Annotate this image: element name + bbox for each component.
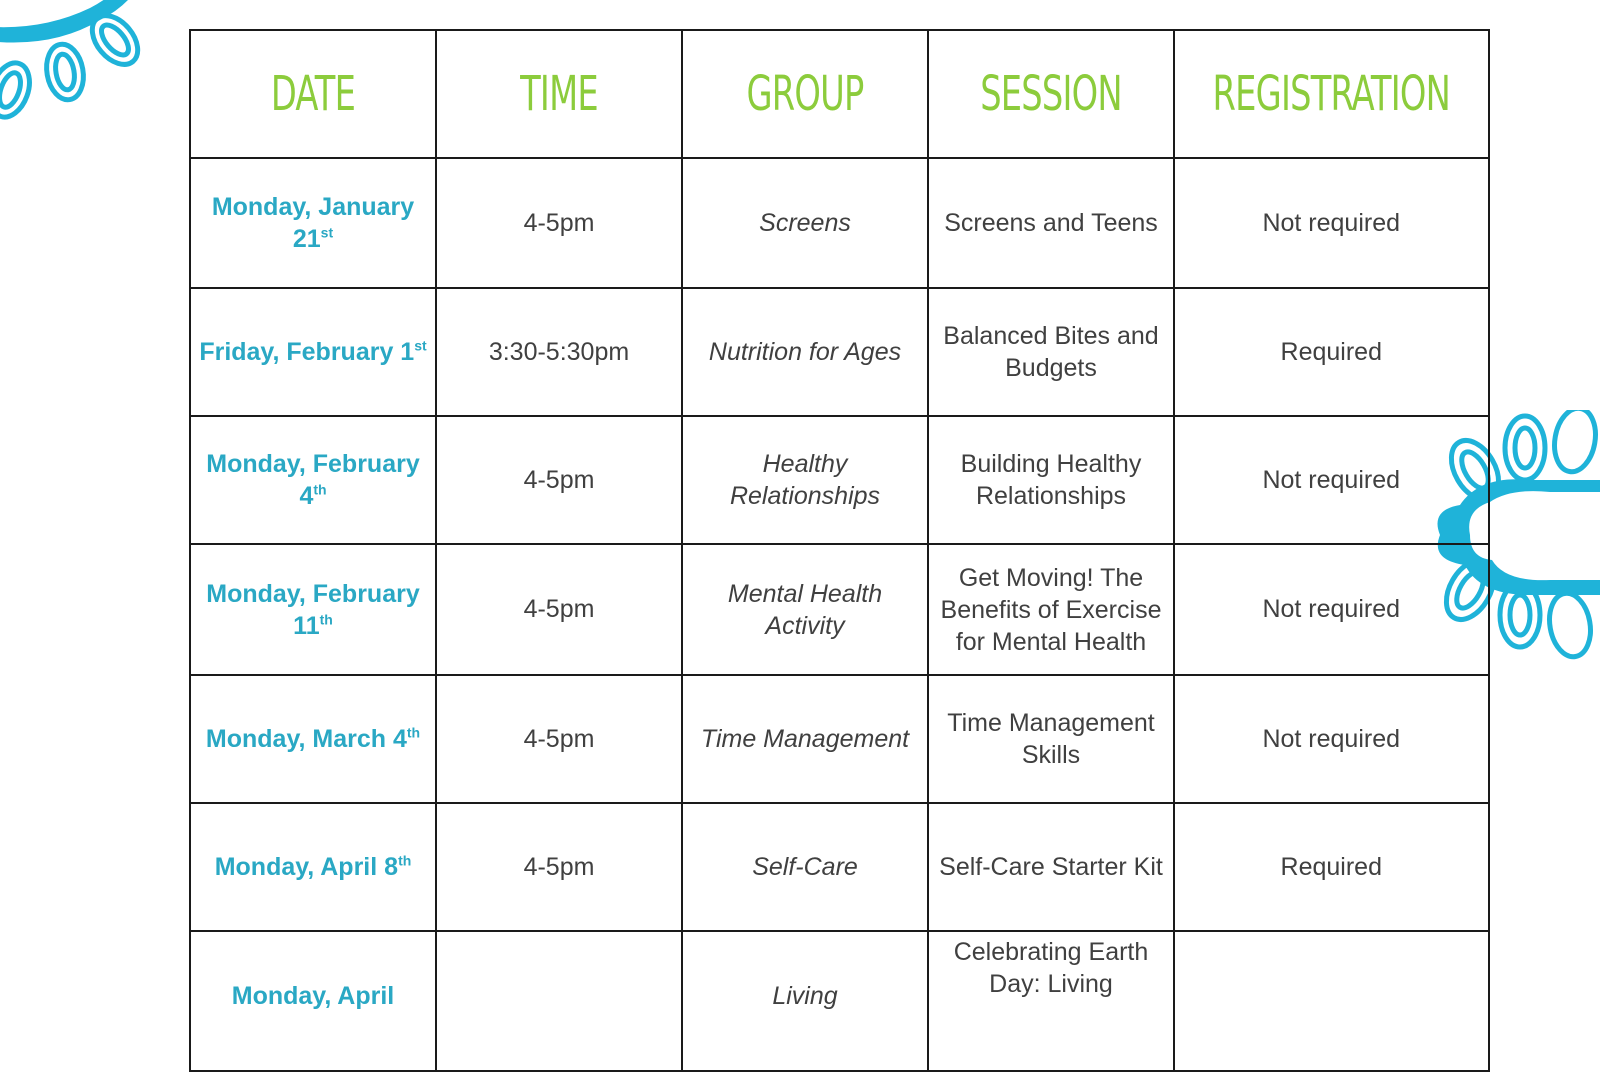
date-cell: Monday, March 4th [190,675,436,803]
date-cell: Friday, February 1st [190,288,436,416]
table-row [190,931,1489,1071]
group-cell: Mental Health Activity [682,544,928,675]
group-cell: Living [682,931,928,1071]
date-cell: Monday, February 4th [190,416,436,544]
registration-cell: Not required [1174,158,1489,288]
time-cell: 4-5pm [436,158,682,288]
header-time: TIME [463,30,655,158]
group-cell: Nutrition for Ages [682,288,928,416]
header-registration: REGISTRATION [1209,30,1454,158]
registration-cell [1174,931,1489,1071]
date-cell: Monday, February 11th [190,544,436,675]
date-cell: Monday, April 8th [190,803,436,931]
registration-cell: Required [1174,288,1489,416]
registration-cell: Not required [1174,416,1489,544]
registration-cell: Not required [1174,675,1489,803]
session-cell: Time Management Skills [928,675,1174,803]
table-row [190,158,1489,288]
table-row [190,803,1489,931]
date-cell: Monday, January 21st [190,158,436,288]
session-cell: Celebrating Earth Day: Living [928,931,1174,1071]
time-cell: 3:30-5:30pm [436,288,682,416]
session-cell: Get Moving! The Benefits of Exercise for Mental Health [928,544,1174,675]
table-row [190,675,1489,803]
group-cell: Screens [682,158,928,288]
group-cell: Time Management [682,675,928,803]
header-group: GROUP [709,30,901,158]
time-cell: 4-5pm [436,803,682,931]
flower-decoration-icon [0,0,180,130]
registration-cell: Required [1174,803,1489,931]
time-cell: 4-5pm [436,675,682,803]
session-cell: Screens and Teens [928,158,1174,288]
header-session: SESSION [955,30,1147,158]
session-cell: Building Healthy Relationships [928,416,1174,544]
registration-cell: Not required [1174,544,1489,675]
time-cell: 4-5pm [436,544,682,675]
table-row [190,288,1489,416]
session-cell: Balanced Bites and Budgets [928,288,1174,416]
group-cell: Self-Care [682,803,928,931]
table-row [190,544,1489,675]
table-row [190,416,1489,544]
group-cell: Healthy Relationships [682,416,928,544]
date-cell: Monday, April [190,931,436,1071]
schedule-table [189,29,1490,1072]
header-date: DATE [217,30,409,158]
session-cell: Self-Care Starter Kit [928,803,1174,931]
time-cell: 4-5pm [436,416,682,544]
table-header-row [190,30,1489,158]
time-cell [436,931,682,1071]
